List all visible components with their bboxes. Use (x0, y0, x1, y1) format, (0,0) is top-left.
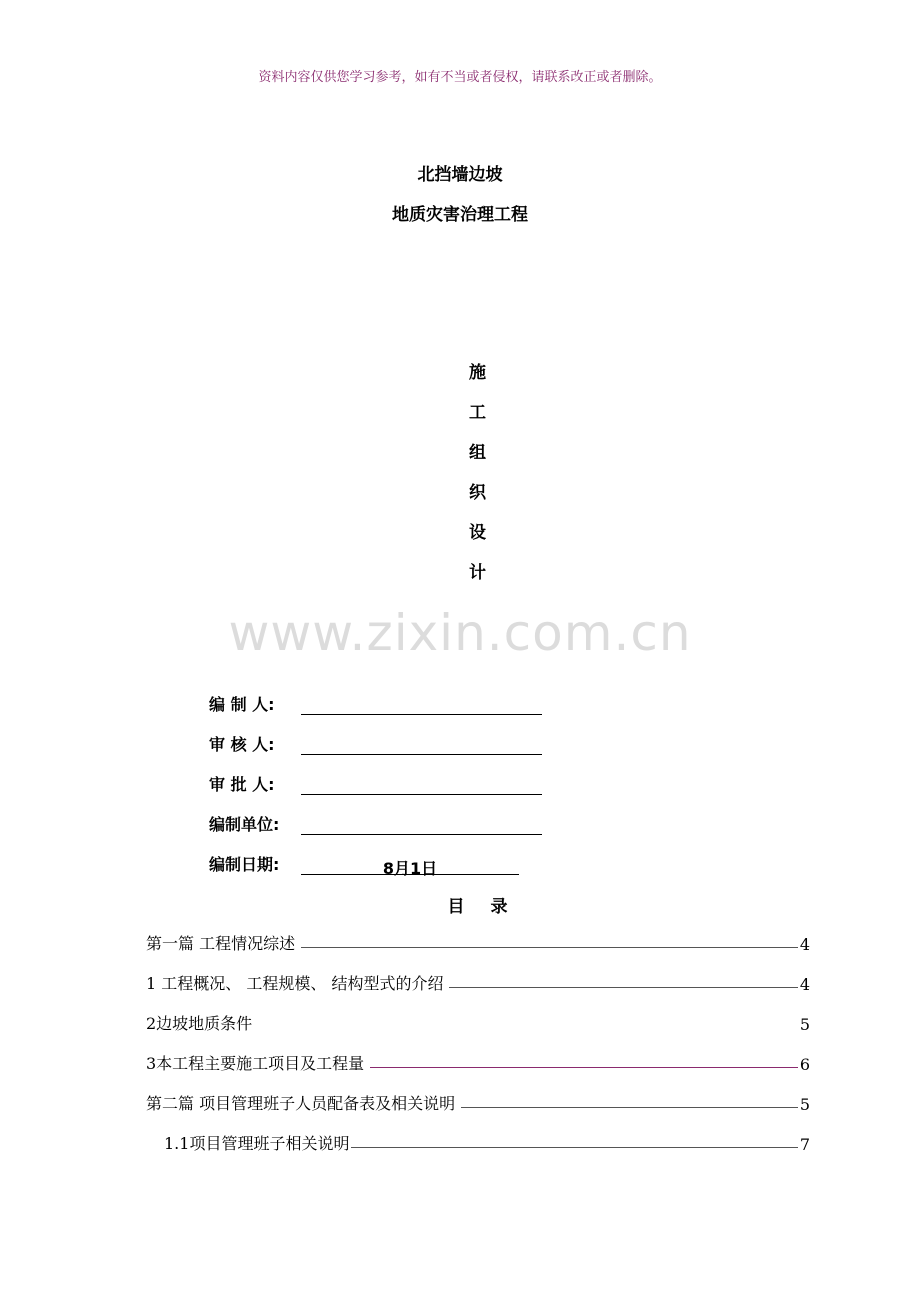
vertical-title-char: 组 (469, 443, 486, 463)
toc-entry-text: 1.1项目管理班子相关说明 (164, 1134, 350, 1153)
toc-leader (370, 1066, 798, 1068)
signature-label: 审 批 人: (209, 775, 275, 794)
vertical-title-char: 工 (469, 403, 486, 423)
toc-page-number: 5 (799, 1015, 810, 1034)
toc-entry[interactable] (146, 1050, 810, 1074)
title-line-1: 北挡墙边坡 (417, 165, 503, 185)
toc-entry-text: 第一篇 工程情况综述 (146, 934, 296, 953)
toc-page-number: 4 (799, 935, 810, 954)
signature-line (301, 816, 542, 835)
vertical-title-char: 施 (469, 363, 486, 383)
toc-page-number: 6 (799, 1055, 810, 1074)
signature-label: 审 核 人: (209, 735, 275, 754)
toc-entry-text: 第二篇 项目管理班子人员配备表及相关说明 (146, 1094, 456, 1113)
toc-title: 目 录 (447, 897, 508, 917)
signature-label: 编制单位: (209, 815, 280, 834)
signature-row-compiler (209, 692, 549, 715)
signature-label: 编 制 人: (209, 695, 275, 714)
signature-line (301, 696, 542, 715)
signature-line (301, 736, 542, 755)
toc-leader (449, 986, 797, 988)
toc-entry[interactable] (146, 970, 810, 994)
signature-row-unit (209, 812, 549, 835)
watermark: www.zixin.com.cn (228, 604, 692, 662)
signature-row-approver (209, 772, 549, 795)
signature-line (301, 776, 542, 795)
toc-entry[interactable] (146, 1010, 810, 1034)
toc-entry-text: 1 工程概况、 工程规模、 结构型式的介绍 (146, 974, 444, 993)
signature-row-reviewer (209, 732, 549, 755)
toc-leader (301, 946, 798, 948)
signature-label: 编制日期: (209, 855, 280, 874)
signature-row-date (209, 852, 549, 878)
header-notice: 资料内容仅供您学习参考，如有不当或者侵权，请联系改正或者删除。 (258, 70, 662, 85)
title-line-2: 地质灾害治理工程 (392, 205, 528, 225)
toc-page-number: 5 (799, 1095, 810, 1114)
toc-page-number: 7 (799, 1135, 810, 1154)
toc-leader (461, 1106, 798, 1108)
toc-page-number: 4 (799, 975, 810, 994)
toc-leader (351, 1146, 797, 1148)
vertical-title-char: 设 (469, 523, 486, 543)
date-value: 8月1日 (301, 856, 519, 875)
toc-entry-text: 3本工程主要施工项目及工程量 (146, 1054, 365, 1073)
toc-entry-text: 2边坡地质条件 (146, 1014, 253, 1033)
toc-entry[interactable] (146, 1090, 810, 1114)
toc-entry[interactable] (146, 930, 810, 954)
vertical-title-char: 计 (469, 563, 486, 583)
toc-leader (258, 1027, 798, 1028)
vertical-title-char: 织 (469, 483, 486, 503)
toc-entry[interactable] (164, 1130, 810, 1154)
